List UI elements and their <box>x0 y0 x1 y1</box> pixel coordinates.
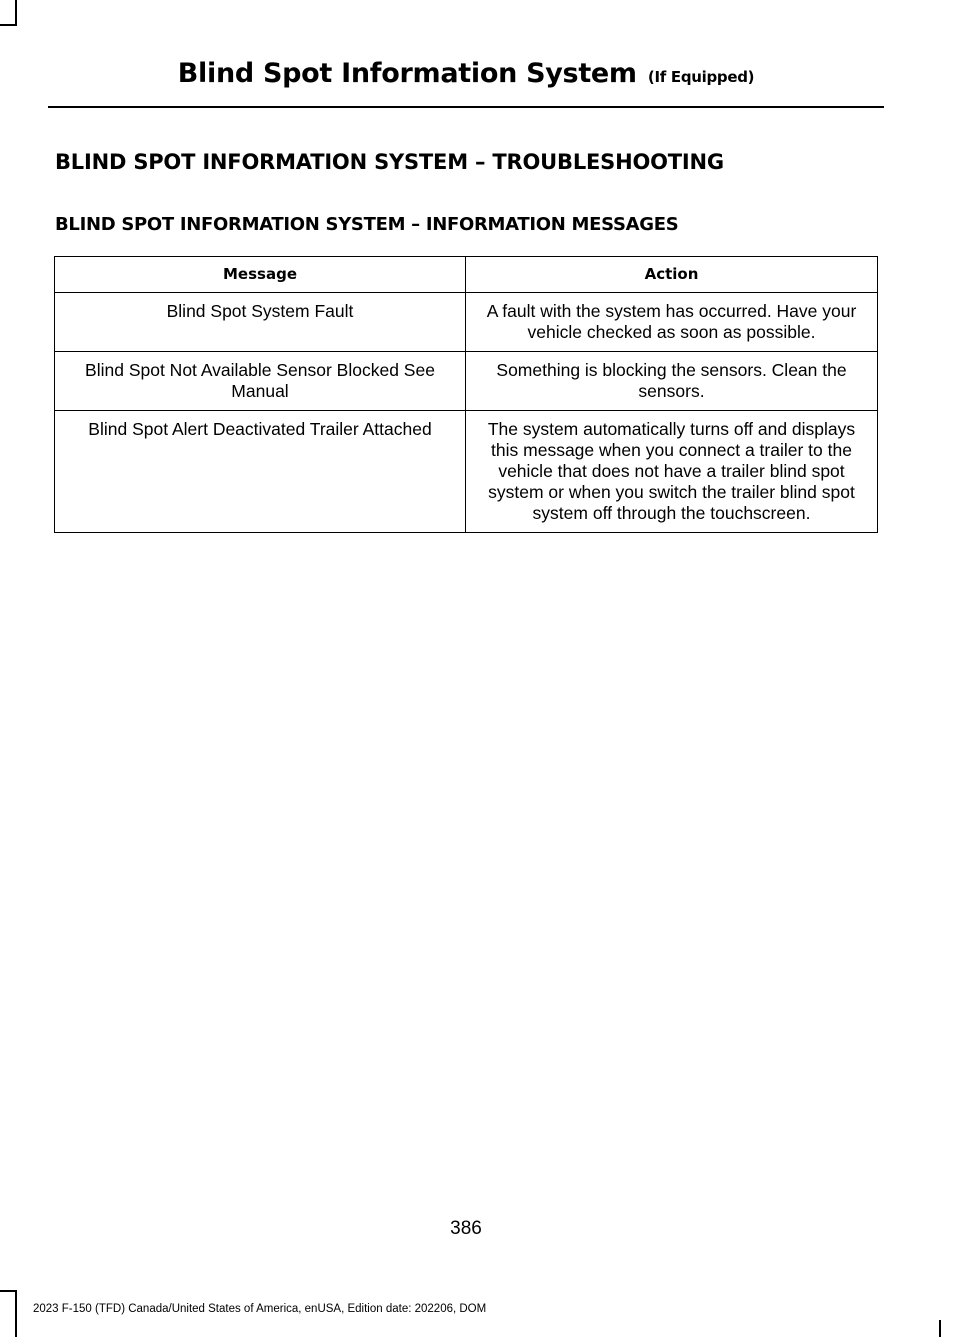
crop-mark-bottom-right <box>939 1320 941 1337</box>
information-messages-table <box>54 256 878 533</box>
edition-footer: 2023 F-150 (TFD) Canada/United States of America, enUSA, Edition date: 202206, DOM <box>33 1303 487 1315</box>
table-row <box>55 293 878 352</box>
action-cell: A fault with the system has occurred. Have your vehicle checked as soon as possible. <box>466 293 878 352</box>
table-row <box>55 411 878 533</box>
subsection-title: BLIND SPOT INFORMATION SYSTEM – INFORMATION MESSAGES <box>55 214 679 235</box>
column-header-message: Message <box>55 257 466 293</box>
message-cell: Blind Spot System Fault <box>55 293 466 352</box>
crop-mark-bottom-left <box>15 1290 17 1337</box>
column-header-action: Action <box>466 257 878 293</box>
message-cell: Blind Spot Alert Deactivated Trailer Attached <box>55 411 466 533</box>
page-number: 386 <box>450 1218 482 1239</box>
running-header-qualifier: (If Equipped) <box>647 68 755 86</box>
running-header <box>48 58 884 89</box>
section-title: BLIND SPOT INFORMATION SYSTEM – TROUBLESHOOTING <box>55 150 724 174</box>
crop-mark-top-left <box>0 24 17 26</box>
header-rule <box>48 106 884 108</box>
action-cell: Something is blocking the sensors. Clean the sensors. <box>466 352 878 411</box>
action-cell: The system automatically turns off and displays this message when you connect a trailer to the vehicle that does not have a trailer blind spot system or when you switch the trailer blind spot system off through the touchscreen. <box>466 411 878 533</box>
table-header-row <box>55 257 878 293</box>
table-row <box>55 352 878 411</box>
message-cell: Blind Spot Not Available Sensor Blocked See Manual <box>55 352 466 411</box>
running-header-title: Blind Spot Information System <box>177 58 637 89</box>
crop-mark-top-left <box>15 0 17 26</box>
